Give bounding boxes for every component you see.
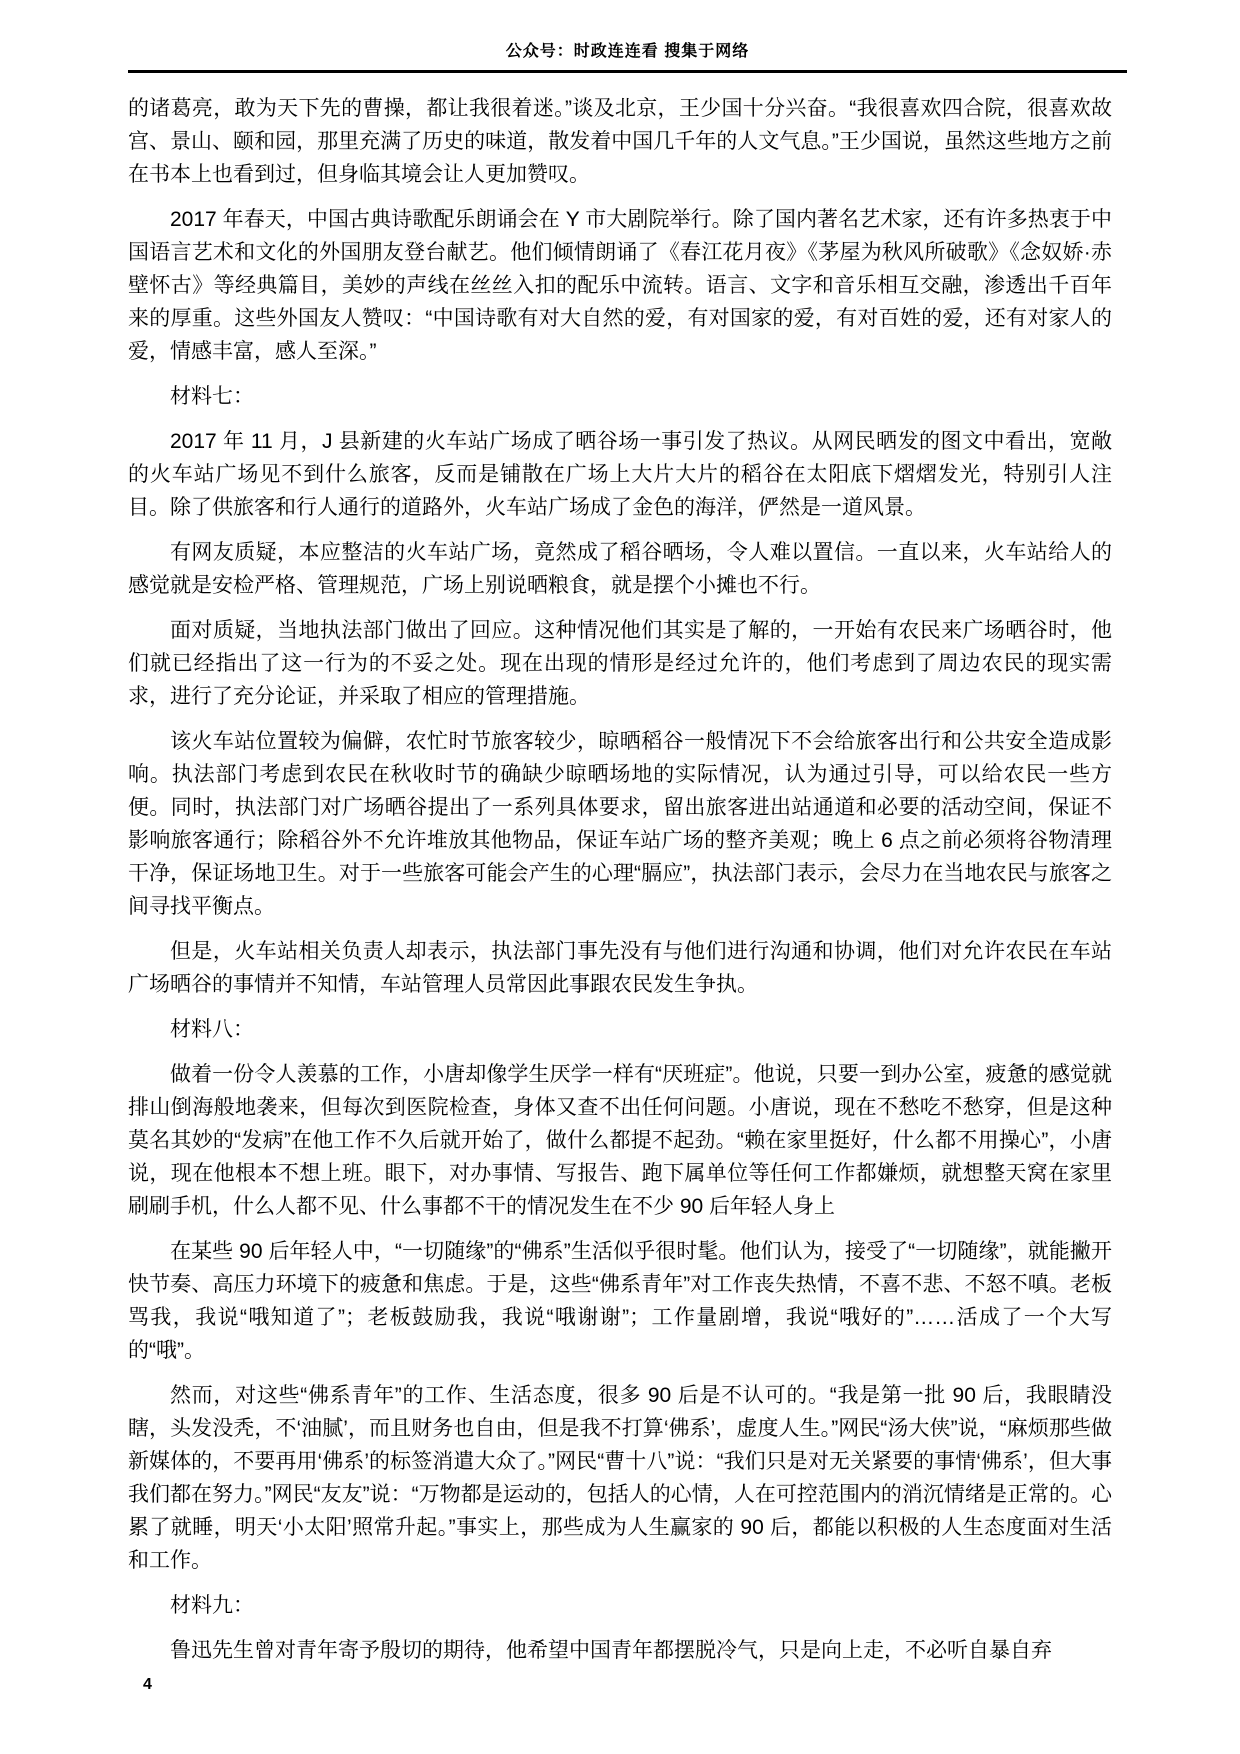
page-header-title: 公众号：时政连连看 搜集于网络: [505, 43, 750, 60]
paragraph: 的诸葛亮，敢为天下先的曹操，都让我很着迷。”谈及北京，王少国十分兴奋。“我很喜欢四合院，很喜欢故宫、景山、颐和园，那里充满了历史的味道，散发着中国几千年的人文气息。”王少国说，虽然这些地方之前在书本上也看到过，但身临其境会让人更加赞叹。: [128, 97, 1112, 186]
material-heading-9: 材料九：: [170, 1594, 254, 1617]
paragraph: 2017 年 11 月，J 县新建的火车站广场成了晒谷场一事引发了热议。从网民晒发的图文中看出，宽敞的火车站广场见不到什么旅客，反而是铺散在广场上大片大片的稻谷在太阳底下熠熠发光，特别引人注目。除了供旅客和行人通行的道路外，火车站广场成了金色的海洋，俨然是一道风景。: [128, 430, 1112, 519]
page-number: 4: [143, 1676, 152, 1693]
paragraph: 面对质疑，当地执法部门做出了回应。这种情况他们其实是了解的，一开始有农民来广场晒谷时，他们就已经指出了这一行为的不妥之处。现在出现的情形是经过允许的，他们考虑到了周边农民的现实需求，进行了充分论证，并采取了相应的管理措施。: [128, 619, 1112, 708]
page-header: [128, 0, 1127, 73]
document-body: [128, 73, 1112, 1667]
paragraph: 鲁迅先生曾对青年寄予殷切的期待，他希望中国青年都摆脱冷气，只是向上走，不必听自暴自弃: [170, 1639, 1052, 1662]
paragraph: 在某些 90 后年轻人中，“一切随缘”的“佛系”生活似乎很时髦。他们认为，接受了“一切随缘”，就能撇开快节奏、高压力环境下的疲惫和焦虑。于是，这些“佛系青年”对工作丧失热情，不喜不悲、不怒不嗔。老板骂我，我说“哦知道了”；老板鼓励我，我说“哦谢谢”；工作量剧增，我说“哦好的”……活成了一个大写的“哦”。: [128, 1240, 1112, 1362]
paragraph: 做着一份令人羡慕的工作，小唐却像学生厌学一样有“厌班症”。他说，只要一到办公室，疲惫的感觉就排山倒海般地袭来，但每次到医院检查，身体又查不出任何问题。小唐说，现在不愁吃不愁穿，但是这种莫名其妙的“发病”在他工作不久后就开始了，做什么都提不起劲。“赖在家里挺好，什么都不用操心”，小唐说，现在他根本不想上班。眼下，对办事情、写报告、跑下属单位等任何工作都嫌烦，就想整天窝在家里刷刷手机，什么人都不见、什么事都不干的情况发生在不少 90 后年轻人身上: [128, 1063, 1112, 1218]
paragraph: 然而，对这些“佛系青年”的工作、生活态度，很多 90 后是不认可的。“我是第一批 90 后，我眼睛没瞎，头发没秃，不‘油腻’，而且财务也自由，但是我不打算‘佛系’，虚度人生。”网民“汤大侠”说，“麻烦那些做新媒体的，不要再用‘佛系’的标签消遣大众了。”网民“曹十八”说：“我们只是对无关紧要的事情‘佛系’，但大事我们都在努力。”网民“友友”说：“万物都是运动的，包括人的心情，人在可控范围内的消沉情绪是正常的。心累了就睡，明天‘小太阳’照常升起。”事实上，那些成为人生赢家的 90 后，都能以积极的人生态度面对生活和工作。: [128, 1384, 1112, 1572]
paragraph: 有网友质疑，本应整洁的火车站广场，竟然成了稻谷晒场，令人难以置信。一直以来，火车站给人的感觉就是安检严格、管理规范，广场上别说晒粮食，就是摆个小摊也不行。: [128, 541, 1112, 597]
material-heading-7: 材料七：: [170, 385, 254, 408]
paragraph: 但是，火车站相关负责人却表示，执法部门事先没有与他们进行沟通和协调，他们对允许农民在车站广场晒谷的事情并不知情，车站管理人员常因此事跟农民发生争执。: [128, 940, 1112, 996]
paragraph: 该火车站位置较为偏僻，农忙时节旅客较少，晾晒稻谷一般情况下不会给旅客出行和公共安全造成影响。执法部门考虑到农民在秋收时节的确缺少晾晒场地的实际情况，认为通过引导，可以给农民一些方便。同时，执法部门对广场晒谷提出了一系列具体要求，留出旅客进出站通道和必要的活动空间，保证不影响旅客通行；除稻谷外不允许堆放其他物品，保证车站广场的整齐美观；晚上 6 点之前必须将谷物清理干净，保证场地卫生。对于一些旅客可能会产生的心理“膈应”，执法部门表示，会尽力在当地农民与旅客之间寻找平衡点。: [128, 730, 1112, 918]
paragraph: 2017 年春天，中国古典诗歌配乐朗诵会在 Y 市大剧院举行。除了国内著名艺术家，还有许多热衷于中国语言艺术和文化的外国朋友登台献艺。他们倾情朗诵了《春江花月夜》《茅屋为秋风所破歌》《念奴娇·赤壁怀古》等经典篇目，美妙的声线在丝丝入扣的配乐中流转。语言、文字和音乐相互交融，渗透出千百年来的厚重。这些外国友人赞叹：“中国诗歌有对大自然的爱，有对国家的爱，有对百姓的爱，还有对家人的爱，情感丰富，感人至深。”: [128, 208, 1112, 363]
material-heading-8: 材料八：: [170, 1018, 254, 1041]
